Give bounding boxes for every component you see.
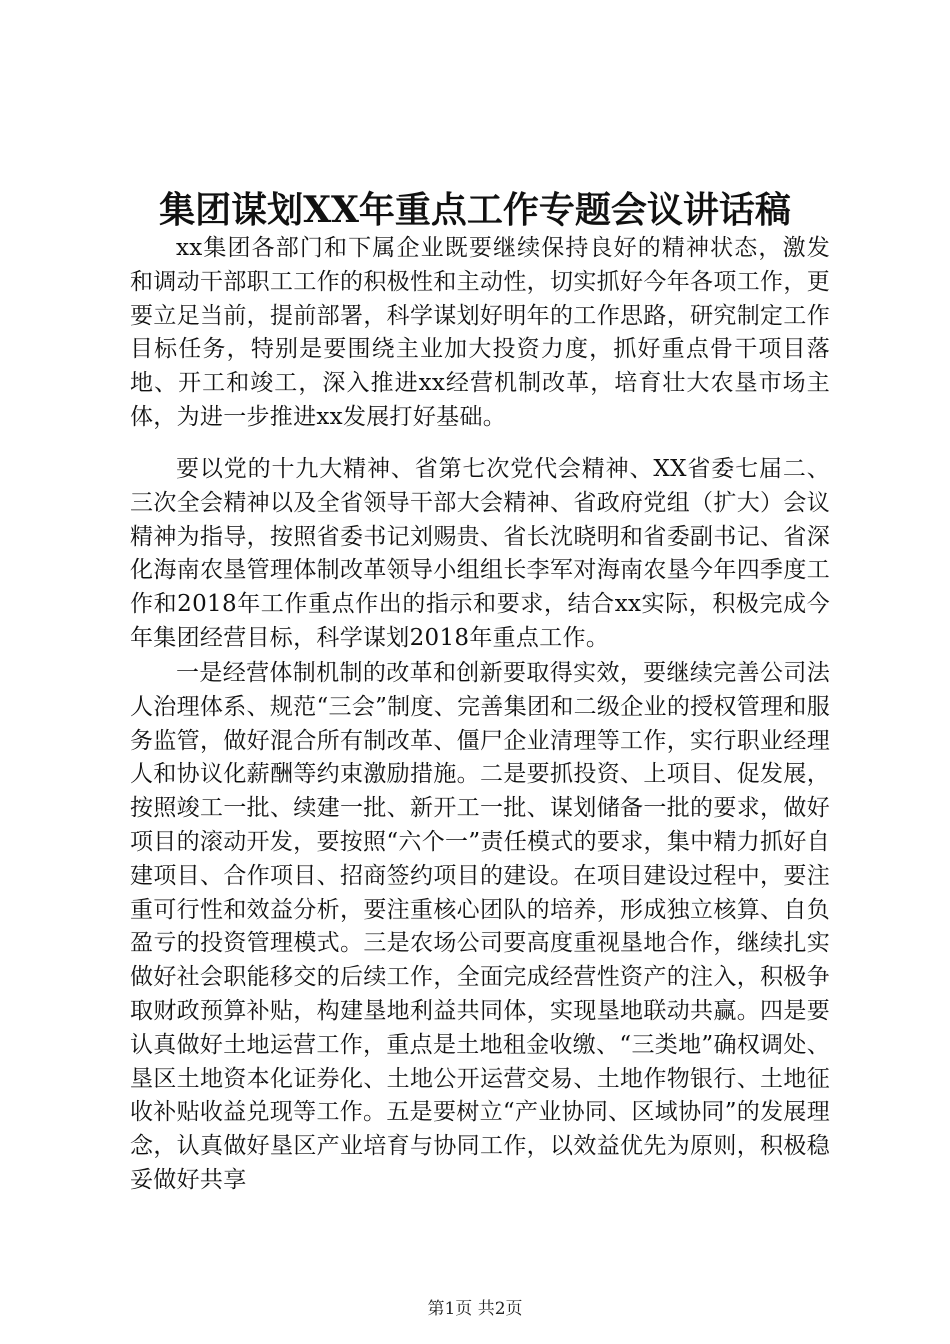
- paragraph-text: 一是经营体制机制的改革和创新要取得实效，要继续完善公司法人治理体系、规范“三会”制度、完善集团和二级企业的授权管理和服务监管，做好混合所有制改革、僵尸企业清理等工作，实行职业经理人和协议化薪酬等约束激励措施。二是要抓投资、上项目、促发展，按照竣工一批、续建一批、新开工一批、谋划储备一批的要求，做好项目的滚动开发，要按照“六个一”责任模式的要求，集中精力抓好自建项目、合作项目、招商签约项目的建设。在项目建设过程中，要注重可行性和效益分析，要注重核心团队的培养，形成独立核算、自负盈亏的投资管理模式。三是农场公司要高度重视垦地合作，继续扎实做好社会职能移交的后续工作，全面完成经营性资产的注入，积极争取财政预算补贴，构建垦地利益共同体，实现垦地联动共赢。四是要认真做好土地运营工作，重点是土地租金收缴、“三类地”确权调处、垦区土地资本化证券化、土地公开运营交易、土地作物银行、土地征收补贴收益兑现等工作。五是要树立“产业协同、区域协同”的发展理念，认真做好垦区产业培育与协同工作，以效益优先为原则，积极稳妥做好共享: [130, 660, 830, 1193]
- paragraph-tasks: [130, 657, 830, 1198]
- paragraph-text: xx集团各部门和下属企业既要继续保持良好的精神状态，激发和调动干部职工工作的积极性和主动性，切实抓好今年各项工作，更要立足当前，提前部署，科学谋划好明年的工作思路，研究制定工作目标任务，特别是要围绕主业加大投资力度，抓好重点骨干项目落地、开工和竣工，深入推进xx经营机制改革，培育壮大农垦市场主体，为进一步推进xx发展打好基础。: [130, 235, 830, 430]
- document-title: 集团谋划XX年重点工作专题会议讲话稿: [159, 189, 791, 231]
- paragraph-text: 要以党的十九大精神、省第七次党代会精神、XX省委七届二、三次全会精神以及全省领导干部大会精神、省政府党组（扩大）会议精神为指导，按照省委书记刘赐贵、省长沈晓明和省委副书记、省深化海南农垦管理体制改革领导小组组长李军对海南农垦今年四季度工作和2018年工作重点作出的指示和要求，结合xx实际，积极完成今年集团经营目标，科学谋划2018年重点工作。: [130, 456, 830, 651]
- page-number-footer: 第1页 共2页: [427, 1299, 523, 1319]
- paragraph-guidance: [130, 453, 830, 656]
- paragraph-intro: [130, 232, 830, 435]
